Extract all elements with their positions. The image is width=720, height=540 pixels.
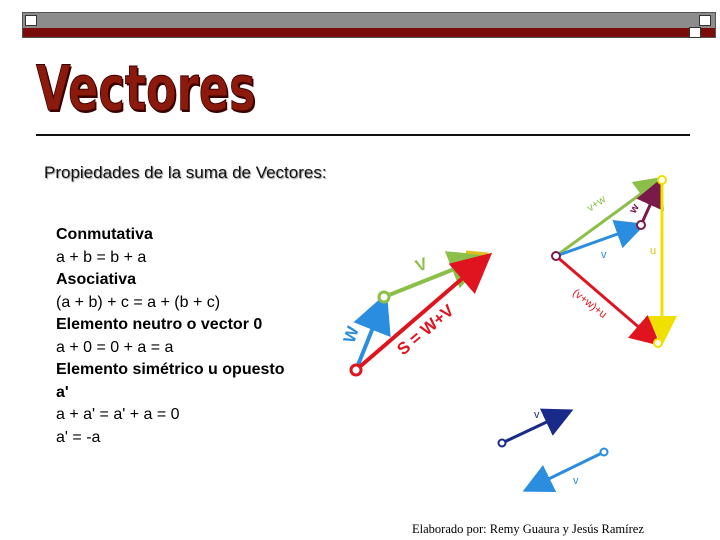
list-item: a' = -a [56,428,101,446]
list-item: Elemento simétrico u opuesto [56,361,285,378]
label-vwu: (v+w)+u [570,286,609,321]
blue-tail-point [601,449,608,456]
label-u-right: u [650,245,657,257]
list-item: a + a' = a' + a = 0 [56,406,180,423]
list-item: a + b = b + a [56,248,147,266]
subtitle-colon: : [321,163,327,182]
list-item: (a + b) + c = a + (b + c) [56,293,221,311]
list-item: a + 0 = 0 + a = a [56,338,174,356]
list-item: Conmutativa [56,226,153,243]
list-item: Elemento neutro o vector 0 [56,316,263,333]
label-v-plus-w: v+w [584,193,609,215]
right-vector-figure [552,176,666,347]
top-point-right [658,176,666,184]
slide-title: Vectores [36,52,256,125]
left-vector-figure [340,252,488,375]
footer-credit: Elaborado por: Remy Guaura y Jesús Ramírez [412,522,644,536]
vector-sum-right [556,256,656,342]
label-w-right: w [627,202,642,216]
vector-w-right [641,183,660,225]
vector-v-green [384,258,482,297]
joint-point-right [637,221,645,229]
list-item: a' [56,383,69,401]
vector-blue-opposite [528,452,604,489]
vector-v-right [556,226,640,256]
label-sum: S = W+V [393,300,458,360]
list-item: Asociativa [56,271,137,288]
joint-point [379,292,389,302]
label-v-lower2: v [573,475,579,487]
subtitle-text: Propiedades de la suma de Vectores [44,163,322,182]
label-v-right: v [601,249,607,261]
origin-point-right [552,252,560,260]
origin-point [351,365,361,375]
label-w: W [339,324,363,346]
navy-tail-point [499,440,506,447]
opposite-vectors [499,409,608,489]
end-point-right [654,339,662,347]
vector-tip-yellow [466,252,488,254]
label-v: V [412,254,431,276]
label-v-lower1: v [534,409,540,421]
